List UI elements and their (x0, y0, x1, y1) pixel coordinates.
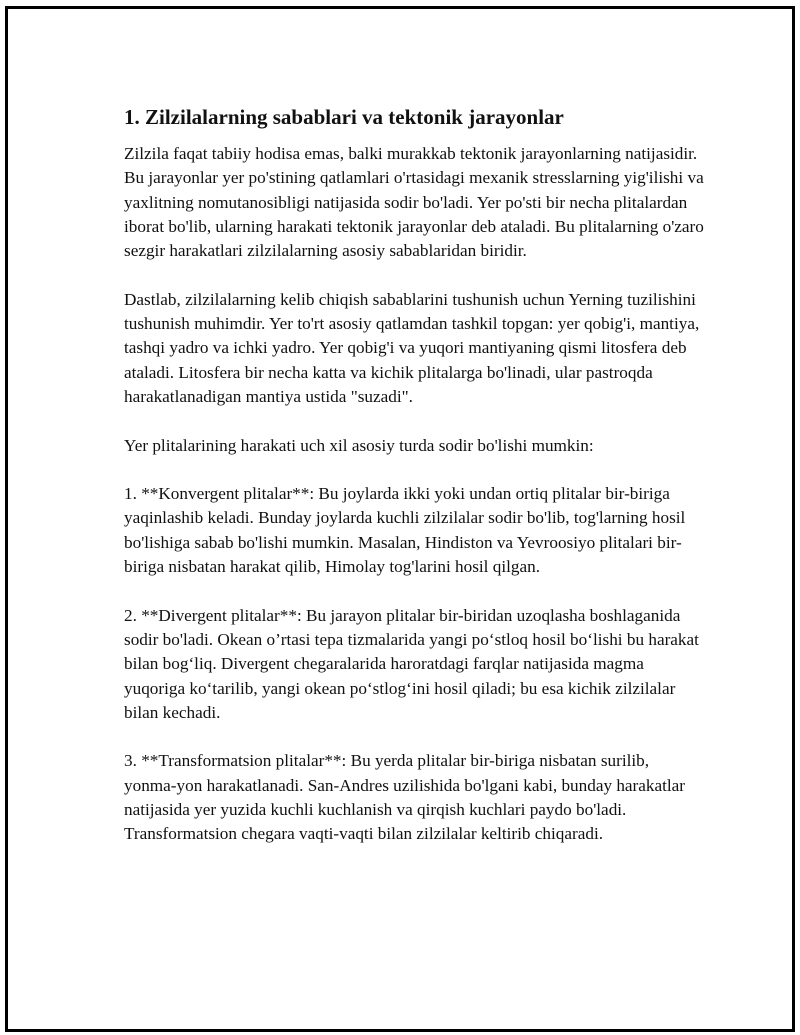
section-heading: 1. Zilzilalarning sabablari va tektonik jarayonlar (124, 105, 564, 129)
paragraph-plate-types-intro: Yer plitalarining harakati uch xil asosiy turda sodir bo'lishi mumkin: (124, 435, 594, 455)
page-frame (5, 6, 795, 1032)
list-item-transform: 3. **Transformatsion plitalar**: Bu yerda plitalar bir-biriga nisbatan surilib, yonma-yon harakatlanadi. San-Andres uzilishida bo'lgani kabi, bunday harakatlar natijasida yer yuzida kuchli kuchlanish va qirqish kuchlari paydo bo'ladi. Transformatsion chegara vaqti-vaqti bilan zilzilalar keltirib chiqaradi. (124, 751, 686, 844)
paragraph-earth-structure: Dastlab, zilzilalarning kelib chiqish sabablarini tushunish uchun Yerning tuzilishini tushunish muhimdir. Yer to'rt asosiy qatlamdan tashkil topgan: yer qobig'i, mantiya, tashqi yadro va ichki yadro. Yer qobig'i va yuqori mantiyaning qismi litosfera deb ataladi. Litosfera bir necha katta va kichik plitalarga bo'linadi, ular pastroqda harakatlanadigan mantiya ustida "suzadi". (124, 289, 700, 406)
paragraph-intro: Zilzila faqat tabiiy hodisa emas, balki murakkab tektonik jarayonlarning natijasidir. Bu jarayonlar yer po'stining qatlamlari o'rtasidagi mexanik stresslarning yig'ilishi va yaxlitning nomutanosibligi natijasida sodir bo'ladi. Yer po'sti bir necha plitalardan iborat bo'lib, ularning harakati tektonik jarayonlar deb ataladi. Bu plitalarning o'zaro sezgir harakatlari zilzilalarning asosiy sabablaridan biridir. (124, 144, 704, 261)
list-item-divergent: 2. **Divergent plitalar**: Bu jarayon plitalar bir-biridan uzoqlasha boshlaganida sodir bo'ladi. Okean o’rtasi tepa tizmalarida yangi po‘stloq hosil bo‘lishi bu harakat bilan bog‘liq. Divergent chegaralarida haroratdagi farqlar natijasida magma yuqoriga ko‘tarilib, yangi okean po‘stlog‘ini hosil qiladi; bu esa kichik zilzilalar bilan kechadi. (124, 605, 699, 722)
document-body (124, 104, 704, 847)
list-item-convergent: 1. **Konvergent plitalar**: Bu joylarda ikki yoki undan ortiq plitalar bir-biriga yaqinlashib keladi. Bunday joylarda kuchli zilzilalar sodir bo'lib, tog'larning hosil bo'lishiga sabab bo'lishi mumkin. Masalan, Hindiston va Yevroosiyo plitalari bir-biriga nisbatan harakat qilib, Himolay tog'larini hosil qilgan. (124, 484, 686, 577)
